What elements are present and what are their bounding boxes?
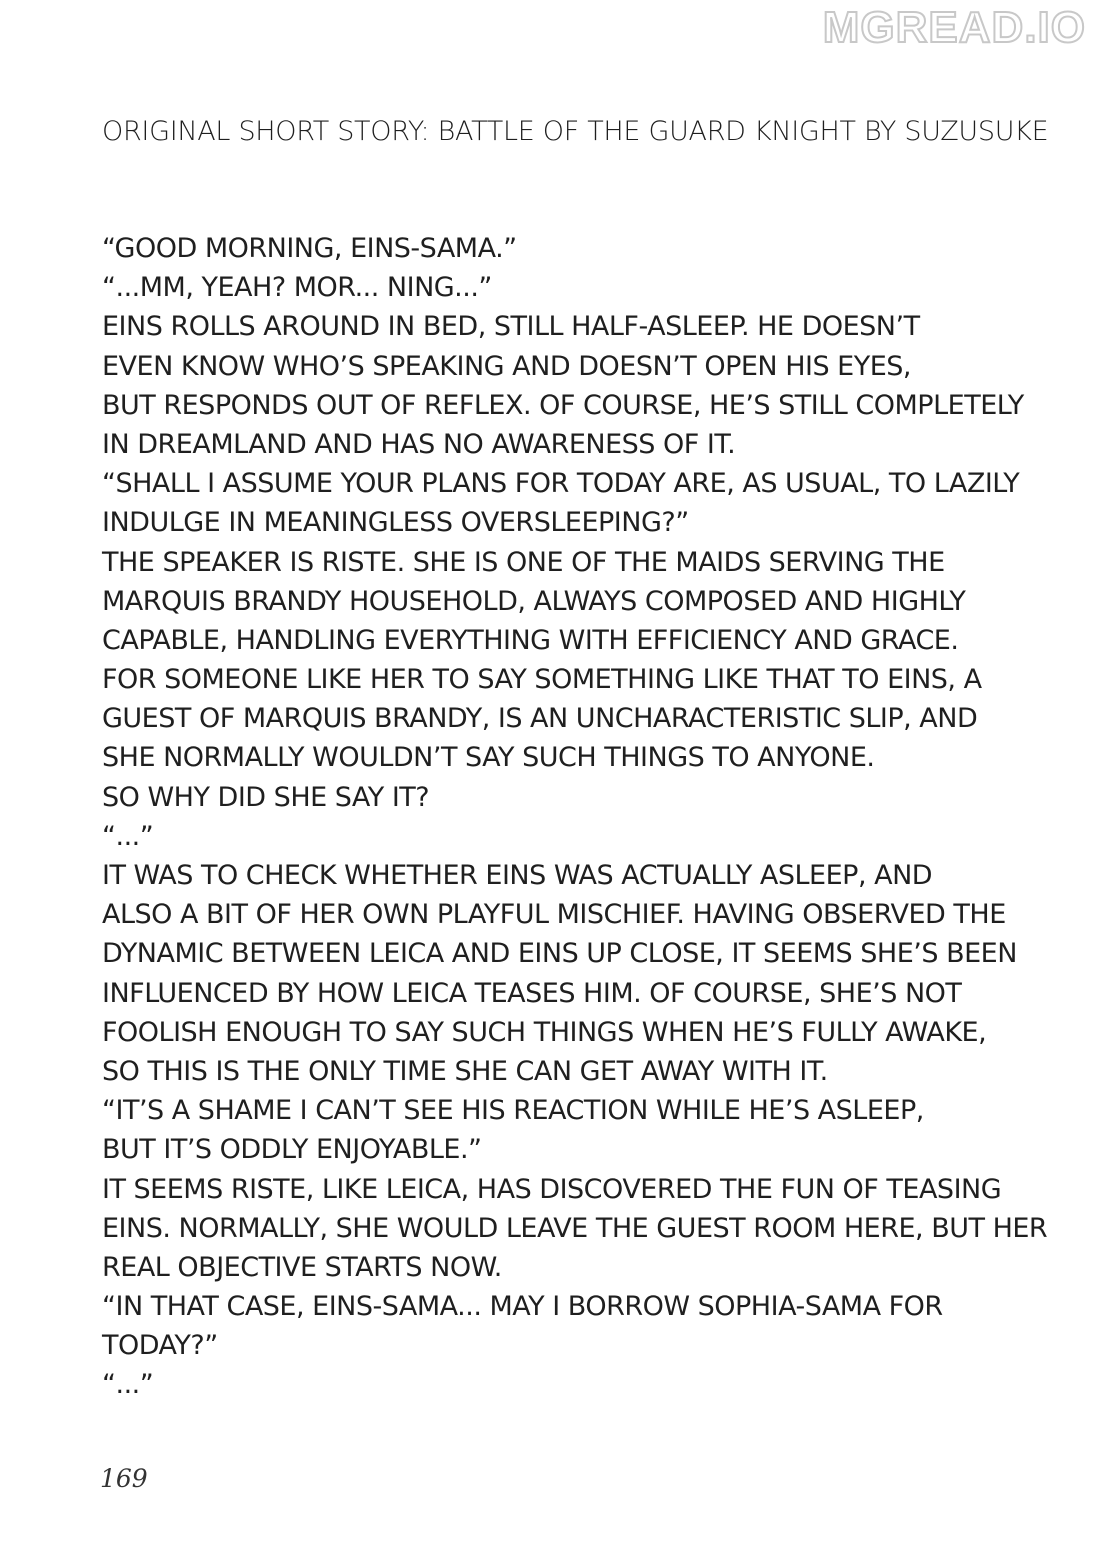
text-line: EINS ROLLS AROUND IN BED, STILL HALF-ASLEEP. HE DOESN’T xyxy=(102,311,920,343)
text-line: REAL OBJECTIVE STARTS NOW. xyxy=(102,1251,502,1283)
page-number: 169 xyxy=(100,1464,148,1493)
text-line: FOOLISH ENOUGH TO SAY SUCH THINGS WHEN HE’S FULLY AWAKE, xyxy=(102,1016,987,1048)
text-line: MARQUIS BRANDY HOUSEHOLD, ALWAYS COMPOSED AND HIGHLY xyxy=(102,585,966,617)
text-line: EINS. NORMALLY, SHE WOULD LEAVE THE GUEST ROOM HERE, BUT HER xyxy=(102,1212,1048,1244)
text-line: “...MM, YEAH? MOR... NING...” xyxy=(102,272,492,304)
text-line: SO THIS IS THE ONLY TIME SHE CAN GET AWAY WITH IT. xyxy=(102,1055,828,1087)
text-line: INDULGE IN MEANINGLESS OVERSLEEPING?” xyxy=(102,507,689,539)
text-line: BUT RESPONDS OUT OF REFLEX. OF COURSE, HE’S STILL COMPLETELY xyxy=(102,389,1024,421)
text-line: SO WHY DID SHE SAY IT? xyxy=(102,781,430,813)
story-body xyxy=(102,229,1048,1405)
text-line: EVEN KNOW WHO’S SPEAKING AND DOESN’T OPEN HIS EYES, xyxy=(102,350,912,382)
text-line: DYNAMIC BETWEEN LEICA AND EINS UP CLOSE, IT SEEMS SHE’S BEEN xyxy=(102,938,1017,970)
text-line: GUEST OF MARQUIS BRANDY, IS AN UNCHARACTERISTIC SLIP, AND xyxy=(102,703,978,735)
text-line: FOR SOMEONE LIKE HER TO SAY SOMETHING LIKE THAT TO EINS, A xyxy=(102,664,982,696)
text-line: IT SEEMS RISTE, LIKE LEICA, HAS DISCOVERED THE FUN OF TEASING xyxy=(102,1173,1002,1205)
text-line: IT WAS TO CHECK WHETHER EINS WAS ACTUALLY ASLEEP, AND xyxy=(102,860,933,891)
text-line: “SHALL I ASSUME YOUR PLANS FOR TODAY ARE, AS USUAL, TO LAZILY xyxy=(102,468,1020,500)
text-line: INFLUENCED BY HOW LEICA TEASES HIM. OF COURSE, SHE’S NOT xyxy=(102,977,962,1009)
text-line: TODAY?” xyxy=(102,1330,218,1362)
text-line: SHE NORMALLY WOULDN’T SAY SUCH THINGS TO ANYONE. xyxy=(102,742,875,774)
text-line: “IN THAT CASE, EINS-SAMA... MAY I BORROW SOPHIA-SAMA FOR xyxy=(102,1291,943,1323)
story-heading: ORIGINAL SHORT STORY: BATTLE OF THE GUARD KNIGHT BY SUZUSUKE xyxy=(102,116,1049,147)
text-line: THE SPEAKER IS RISTE. SHE IS ONE OF THE MAIDS SERVING THE xyxy=(102,546,945,578)
text-line: IN DREAMLAND AND HAS NO AWARENESS OF IT. xyxy=(102,428,736,460)
text-line: “...” xyxy=(102,1369,154,1401)
text-line: ALSO A BIT OF HER OWN PLAYFUL MISCHIEF. HAVING OBSERVED THE xyxy=(102,899,1006,931)
text-line: “GOOD MORNING, EINS-SAMA.” xyxy=(102,233,517,264)
text-line: CAPABLE, HANDLING EVERYTHING WITH EFFICIENCY AND GRACE. xyxy=(102,624,959,656)
text-line: BUT IT’S ODDLY ENJOYABLE.” xyxy=(102,1134,482,1166)
site-watermark: MGREAD.IO xyxy=(822,3,1086,52)
text-line: “...” xyxy=(102,820,154,852)
text-line: “IT’S A SHAME I CAN’T SEE HIS REACTION WHILE HE’S ASLEEP, xyxy=(102,1095,924,1127)
